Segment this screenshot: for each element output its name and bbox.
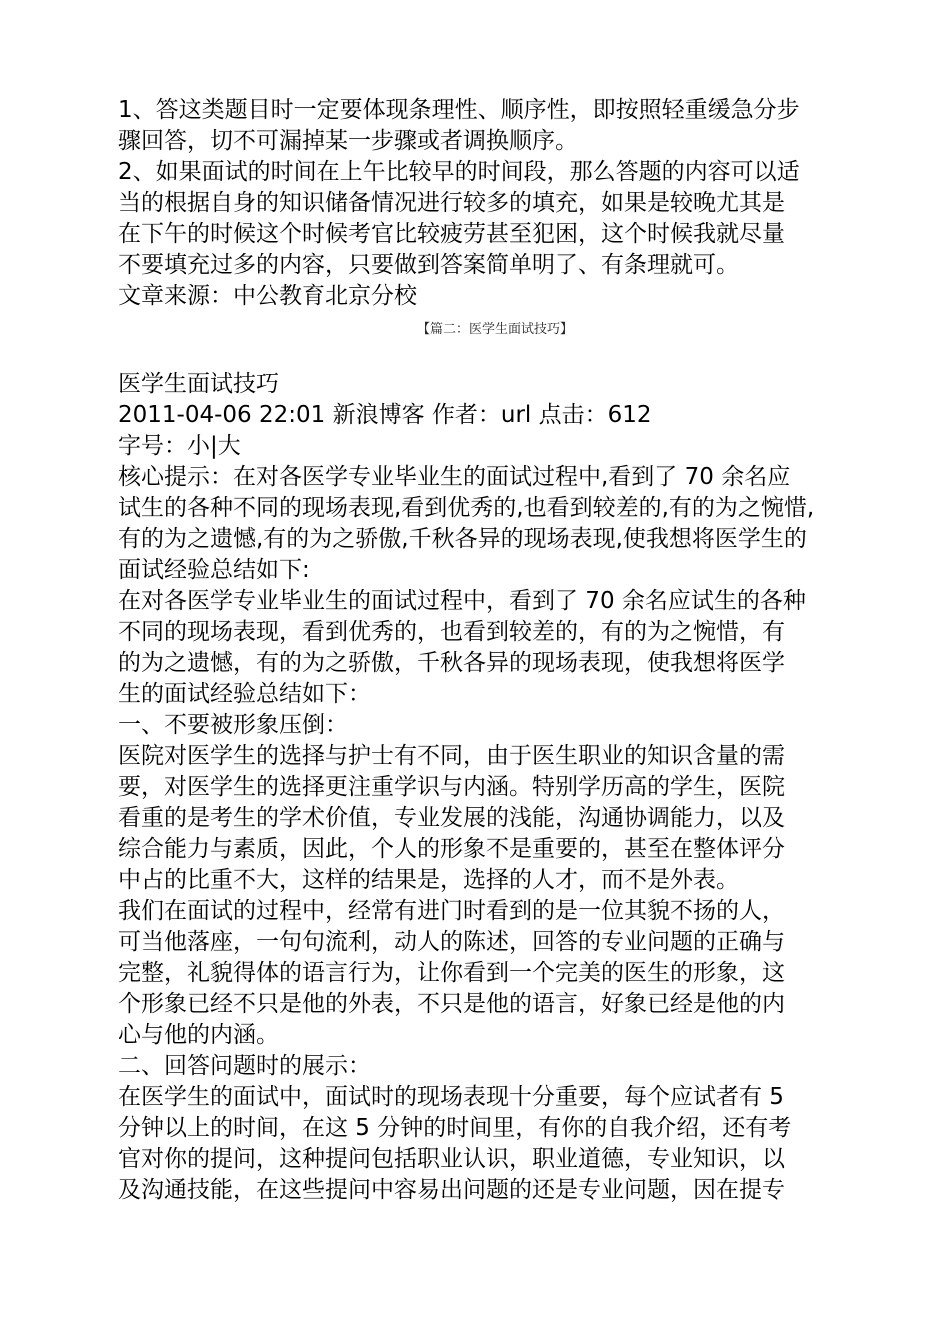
section-heading: 二、回答问题时的展示： (118, 1053, 371, 1079)
paragraph-line: 2、如果面试的时间在上午比较早的时间段，那么答题的内容可以适 (118, 159, 800, 185)
paragraph-line: 中占的比重不大，这样的结果是，选择的人才，而不是外表。 (118, 867, 739, 893)
paragraph-line: 骤回答，切不可漏掉某一步骤或者调换顺序。 (118, 128, 578, 154)
paragraph-line: 在医学生的面试中，面试时的现场表现十分重要，每个应试者有 5 (118, 1084, 784, 1110)
paragraph-line: 分钟以上的时间，在这 5 分钟的时间里，有你的自我介绍，还有考 (118, 1115, 792, 1141)
paragraph-line: 不同的现场表现，看到优秀的，也看到较差的，有的为之惋惜，有 (118, 619, 785, 645)
paragraph-line: 1、答这类题目时一定要体现条理性、顺序性，即按照轻重缓急分步 (118, 97, 800, 123)
source-line: 文章来源：中公教育北京分校 (118, 283, 417, 309)
paragraph-line: 看重的是考生的学术价值，专业发展的浅能，沟通协调能力，以及 (118, 805, 785, 831)
paragraph-line: 心与他的内涵。 (118, 1022, 279, 1048)
paragraph-line: 我们在面试的过程中，经常有进门时看到的是一位其貌不扬的人， (118, 898, 785, 924)
paragraph-line: 在对各医学专业毕业生的面试过程中，看到了 70 余名应试生的各种 (118, 588, 806, 614)
paragraph-line: 综合能力与素质，因此，个人的形象不是重要的，甚至在整体评分 (118, 836, 785, 862)
paragraph-line: 生的面试经验总结如下： (118, 681, 371, 707)
font-size-control: 字号：小|大 (118, 433, 241, 459)
paragraph-line: 试生的各种不同的现场表现,看到优秀的,也看到较差的,有的为之惋惜, (118, 495, 815, 521)
section-heading: 一、不要被形象压倒： (118, 712, 348, 738)
paragraph-line: 及沟通技能，在这些提问中容易出问题的还是专业问题，因在提专 (118, 1177, 785, 1203)
paragraph-line: 官对你的提问，这种提问包括职业认识，职业道德，专业知识，以 (118, 1146, 785, 1172)
paragraph-line: 完整，礼貌得体的语言行为，让你看到一个完美的医生的形象，这 (118, 960, 785, 986)
paragraph-line: 个形象已经不只是他的外表，不只是他的语言，好象已经是他的内 (118, 991, 785, 1017)
article-title: 医学生面试技巧 (118, 371, 279, 397)
paragraph-line: 有的为之遗憾,有的为之骄傲,千秋各异的现场表现,使我想将医学生的 (118, 526, 807, 552)
paragraph-line: 医院对医学生的选择与护士有不同，由于医生职业的知识含量的需 (118, 743, 785, 769)
paragraph-line: 当的根据自身的知识储备情况进行较多的填充，如果是较晚尤其是 (118, 190, 785, 216)
paragraph-line: 要，对医学生的选择更注重学识与内涵。特别学历高的学生，医院 (118, 774, 785, 800)
paragraph-line: 面试经验总结如下: (118, 557, 310, 583)
section-caption: 【篇二：医学生面试技巧】 (416, 322, 573, 337)
paragraph-line: 在下午的时候这个时候考官比较疲劳甚至犯困，这个时候我就尽量 (118, 221, 785, 247)
article-meta: 2011-04-06 22:01 新浪博客 作者：url 点击：612 (118, 402, 652, 428)
paragraph-line: 不要填充过多的内容，只要做到答案简单明了、有条理就可。 (118, 252, 739, 278)
paragraph-line: 的为之遗憾，有的为之骄傲，千秋各异的现场表现，使我想将医学 (118, 650, 785, 676)
paragraph-line: 可当他落座，一句句流利，动人的陈述，回答的专业问题的正确与 (118, 929, 785, 955)
paragraph-line: 核心提示：在对各医学专业毕业生的面试过程中,看到了 70 余名应 (118, 464, 791, 490)
